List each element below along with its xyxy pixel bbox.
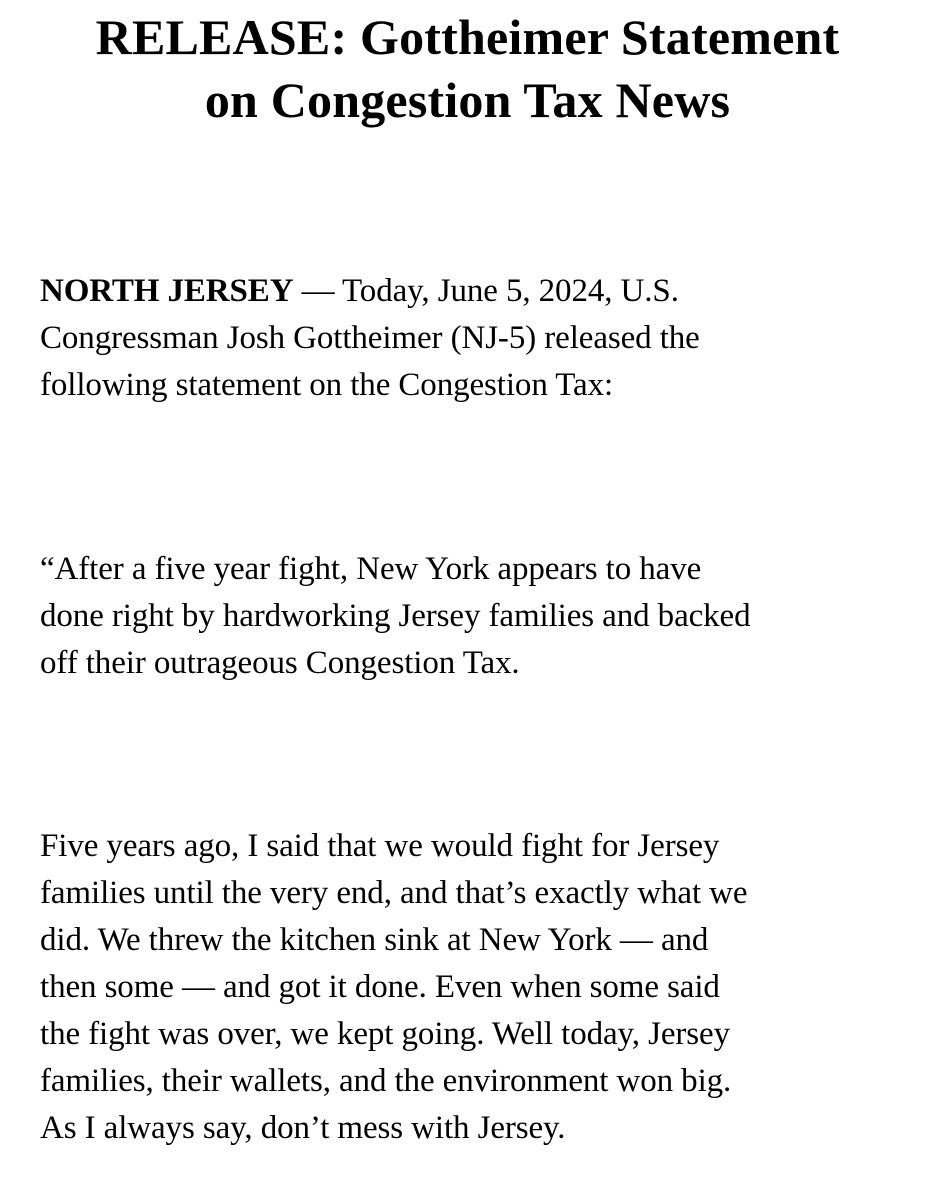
- intro-line-1: [40, 268, 920, 315]
- quote2-line-2: families until the very end, and that’s exactly what we: [40, 875, 748, 911]
- title-line-1: RELEASE: Gottheimer Statement: [95, 9, 840, 65]
- quote1-line-3: off their outrageous Congestion Tax.: [40, 645, 520, 681]
- quote-paragraph-2: [40, 823, 920, 1152]
- quote2-line-3: did. We threw the kitchen sink at New York — and: [40, 922, 709, 958]
- intro-line-2: Congressman Josh Gottheimer (NJ-5) released the: [40, 320, 700, 356]
- intro-line-3: following statement on the Congestion Tax:: [40, 367, 614, 403]
- intro-paragraph: [40, 268, 920, 409]
- quote2-line-6: families, their wallets, and the environment won big.: [40, 1063, 732, 1099]
- intro-line-1-rest: — Today, June 5, 2024, U.S.: [293, 273, 679, 309]
- title-line-2: on Congestion Tax News: [204, 72, 731, 128]
- page-title: [0, 6, 935, 132]
- dateline: NORTH JERSEY: [40, 273, 294, 309]
- quote2-line-7: As I always say, don’t mess with Jersey.: [40, 1110, 566, 1146]
- quote-paragraph-1: [40, 546, 920, 687]
- quote2-line-5: the fight was over, we kept going. Well today, Jersey: [40, 1016, 730, 1052]
- quote1-line-2: done right by hardworking Jersey families and backed: [40, 598, 751, 634]
- quote2-line-1: Five years ago, I said that we would fight for Jersey: [40, 828, 720, 864]
- quote1-line-1: “After a five year fight, New York appears to have: [40, 551, 702, 587]
- quote2-line-4: then some — and got it done. Even when some said: [40, 969, 720, 1005]
